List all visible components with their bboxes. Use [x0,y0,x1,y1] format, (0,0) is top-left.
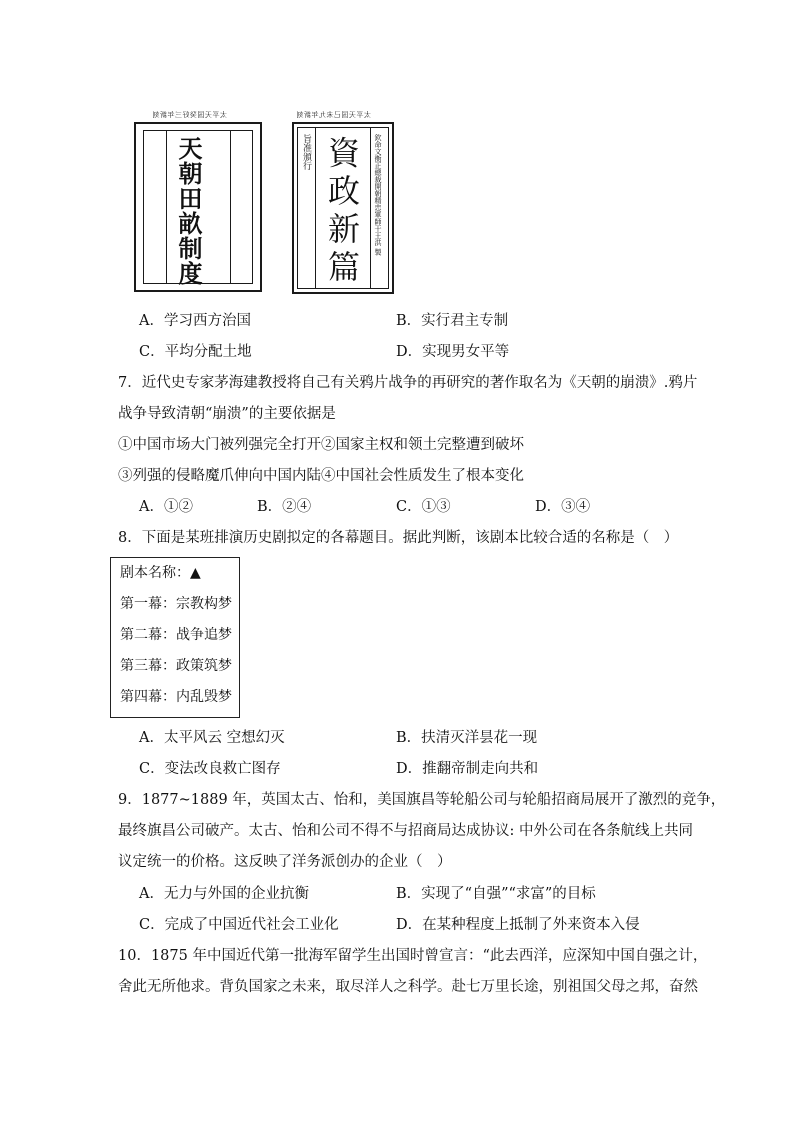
q7-option-b: B．②④ [257,499,312,515]
q8-act-1: 第一幕：宗教构梦 [120,596,232,612]
q9-option-b: B．实现了“自强”“求富”的目标 [396,886,596,902]
cover2-rule-right [370,127,371,289]
q6-option-c: C．平均分配土地 [139,344,252,360]
cover-image-tianchao [130,108,264,294]
q8-option-a: A．太平风云 空想幻灭 [139,730,285,746]
cover2-header: 太平天国己未九年新刻 [296,111,371,119]
q7-option-a: A．①② [139,499,193,515]
q8-option-d: D．推翻帝制走向共和 [396,761,539,777]
q6-option-a: A．学习西方治国 [139,313,251,329]
q9-stem-line3: 议定统一的价格。这反映了洋务派创办的企业（ ） [118,854,452,870]
q10-stem-line2: 舍此无所他求。背负国家之未来，取尽洋人之科学。赴七万里长途，别祖国父母之邦，奋然 [118,979,698,995]
cover2-side-left: 旨准頒行 [301,134,311,170]
cover2-side-right: 欽命文衡正總裁開朝精忠軍師干王洪 製 [374,134,382,256]
q7-items-line1: ①中国市场大门被列强完全打开②国家主权和领土完整遭到破坏 [118,437,524,453]
q10-stem-line1: 10．1875 年中国近代第一批海军留学生出国时曾宣言：“此去西洋，应深知中国自强之计， [118,948,708,964]
cover1-rule-right [230,130,231,284]
q9-stem-line1: 9．1877~1889 年，英国太古、怡和，美国旗昌等轮船公司与轮船招商局展开了激烈的竞争， [118,792,726,808]
cover-image-zizheng [290,108,396,294]
q8-act-2: 第二幕：战争追梦 [120,627,232,643]
q7-option-d: D．③④ [535,499,591,515]
q8-script-box [110,557,240,718]
q9-option-a: A．无力与外国的企业抗衡 [139,886,309,902]
q6-option-d: D．实现男女平等 [396,344,510,360]
q7-option-c: C．①③ [396,499,451,515]
q9-option-c: C．完成了中国近代社会工业化 [139,917,339,933]
cover1-title: 天朝田畝制度 [174,136,203,286]
q9-stem-line2: 最终旗昌公司破产。太古、怡和公司不得不与招商局达成协议: 中外公司在各条航线上共同 [118,823,693,839]
q7-stem-line2: 战争导致清朝“崩溃”的主要依据是 [118,406,336,422]
cover2-title: 資政新篇 [323,136,361,288]
cover1-header: 太平天国癸好三年新刻 [152,111,227,119]
q8-script-name: 剧本名称：▲ [120,565,201,581]
q8-act-4: 第四幕：内乱毁梦 [120,689,232,705]
cover2-rule-left [315,127,316,289]
q8-stem: 8．下面是某班排演历史剧拟定的各幕题目。据此判断，该剧本比较合适的名称是（ ） [118,530,679,546]
q7-items-line2: ③列强的侵略魔爪伸向中国内陆④中国社会性质发生了根本变化 [118,468,524,484]
q9-option-d: D．在某种程度上抵制了外来资本入侵 [396,917,640,933]
q8-option-c: C．变法改良救亡图存 [139,761,281,777]
q6-option-b: B．实行君主专制 [396,313,509,329]
cover1-rule-left [166,130,167,284]
q7-stem-line1: 7．近代史专家茅海建教授将自己有关鸦片战争的再研究的著作取名为《天朝的崩溃》.鸦片 [118,375,698,391]
q8-option-b: B．扶清灭洋昙花一现 [396,730,538,746]
q8-act-3: 第三幕：政策筑梦 [120,658,232,674]
